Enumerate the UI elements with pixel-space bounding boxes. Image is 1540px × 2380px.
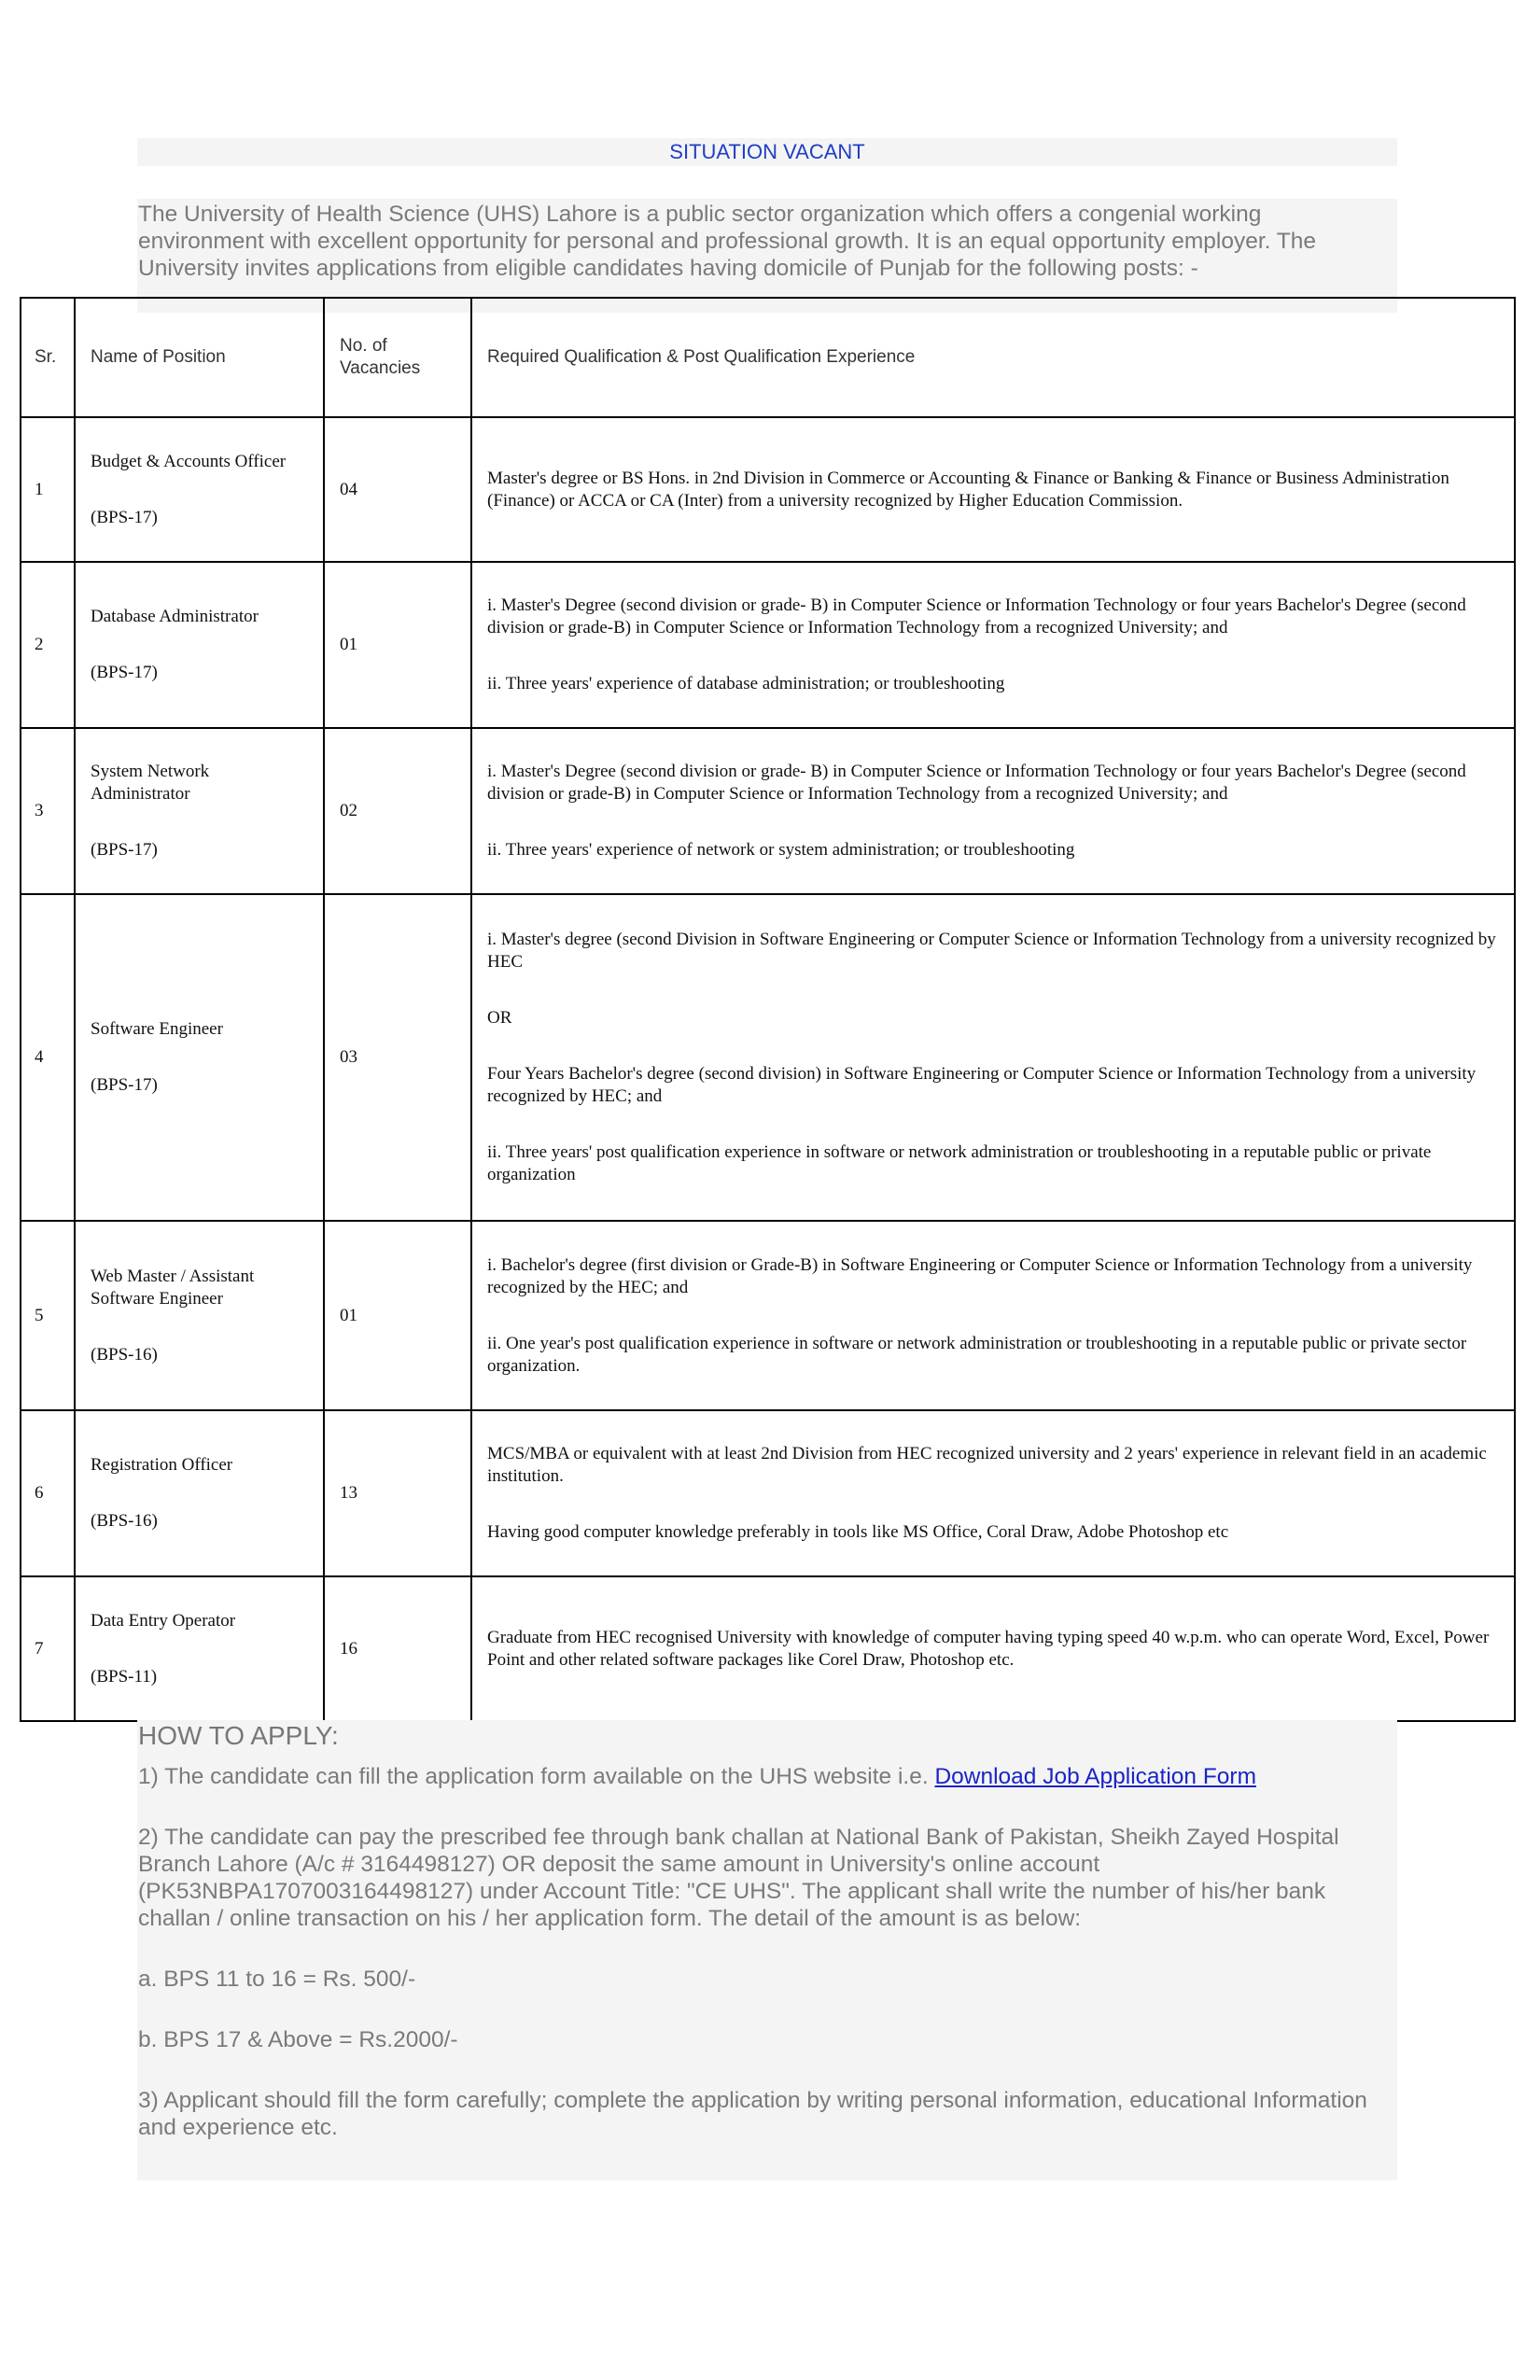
table-row xyxy=(21,728,1515,894)
position-grade: (BPS-16) xyxy=(91,1511,158,1531)
table-header-row xyxy=(21,298,1515,417)
cell-vacancies: 01 xyxy=(324,1221,471,1410)
cell-position xyxy=(75,562,324,728)
cell-vacancies: 03 xyxy=(324,894,471,1221)
header-position: Name of Position xyxy=(75,298,324,417)
apply-heading: HOW TO APPLY: xyxy=(138,1721,339,1750)
apply-step-3: 3) Applicant should fill the form carefully; complete the application by writing personal information, educational Information and experience etc. xyxy=(138,2088,1367,2140)
cell-sr: 4 xyxy=(21,894,75,1221)
header-qualification: Required Qualification & Post Qualification Experience xyxy=(471,298,1515,417)
header-sr: Sr. xyxy=(21,298,75,417)
download-form-link[interactable]: Download Job Application Form xyxy=(934,1764,1256,1789)
qualification-paragraph: MCS/MBA or equivalent with at least 2nd Division from HEC recognized university and 2 years' experience in relevant field in an academic institution. xyxy=(487,1444,1487,1486)
apply-step-1-text: 1) The candidate can fill the application form available on the UHS website i.e. xyxy=(138,1764,935,1789)
position-grade: (BPS-11) xyxy=(91,1666,158,1687)
cell-qualification xyxy=(471,728,1515,894)
qualification-paragraph: i. Master's degree (second Division in Software Engineering or Computer Science or Information Technology from a university recognized by HEC xyxy=(487,930,1496,972)
cell-vacancies: 01 xyxy=(324,562,471,728)
cell-position xyxy=(75,1576,324,1721)
qualification-paragraph: i. Master's Degree (second division or grade- B) in Computer Science or Information Technology or four years Bachelor's Degree (second division or grade-B) in Computer Science or Information Technology from a recognized University; and xyxy=(487,762,1466,804)
table-row xyxy=(21,1410,1515,1576)
qualification-paragraph: i. Bachelor's degree (first division or Grade-B) in Software Engineering or Computer Science or Information Technology from a university recognized by the HEC; and xyxy=(487,1254,1473,1297)
position-name: Budget & Accounts Officer xyxy=(91,451,287,471)
position-name: Data Entry Operator xyxy=(91,1610,236,1631)
cell-sr: 7 xyxy=(21,1576,75,1721)
cell-sr: 3 xyxy=(21,728,75,894)
position-name: Web Master / Assistant Software Engineer xyxy=(91,1266,255,1309)
cell-sr: 1 xyxy=(21,417,75,562)
table-row xyxy=(21,1221,1515,1410)
cell-qualification xyxy=(471,417,1515,562)
cell-position xyxy=(75,728,324,894)
apply-step-2: 2) The candidate can pay the prescribed fee through bank challan at National Bank of Pakistan, Sheikh Zayed Hospital Branch Lahore (A/c # 3164498127) OR deposit the same amount in University's online account (PK53NBPA1707003164498127) under Account Title: "CE UHS". The applicant shall write the number of his/her bank challan / online transaction on his / her application form. The detail of the amount is as below: xyxy=(138,1825,1339,1931)
page-title: SITUATION VACANT xyxy=(669,140,865,163)
cell-sr: 6 xyxy=(21,1410,75,1576)
cell-sr: 5 xyxy=(21,1221,75,1410)
cell-sr: 2 xyxy=(21,562,75,728)
qualification-paragraph: Master's degree or BS Hons. in 2nd Division in Commerce or Accounting & Finance or Banking & Finance or Business Administration (Finance) or ACCA or CA (Inter) from a university recognized by Higher Education Commission. xyxy=(487,468,1449,511)
qualification-paragraph: i. Master's Degree (second division or grade- B) in Computer Science or Information Technology or four years Bachelor's Degree (second division or grade-B) in Computer Science or Information Technology from a recognized University; and xyxy=(487,595,1466,637)
cell-qualification xyxy=(471,894,1515,1221)
cell-position xyxy=(75,417,324,562)
header-vacancies: No. of Vacancies xyxy=(324,298,471,417)
fee-bps-11-16: a. BPS 11 to 16 = Rs. 500/- xyxy=(138,1967,416,1992)
cell-qualification xyxy=(471,562,1515,728)
position-grade: (BPS-17) xyxy=(91,663,158,682)
qualification-paragraph: Four Years Bachelor's degree (second division) in Software Engineering or Computer Science or Information Technology from a university recognized by HEC; and xyxy=(487,1064,1477,1106)
intro-paragraph: The University of Health Science (UHS) Lahore is a public sector organization which offers a congenial working environment with excellent opportunity for personal and professional growth. It is an equal opportunity employer. The University invites applications from eligible candidates having domicile of Punjab for the following posts: - xyxy=(138,202,1317,281)
qualification-paragraph: Graduate from HEC recognised University with knowledge of computer having typing speed 40 w.p.m. who can operate Word, Excel, Power Point and other related software packages like Corel Draw, Photoshop etc. xyxy=(487,1627,1490,1670)
qualification-paragraph: ii. Three years' experience of network or system administration; or troubleshooting xyxy=(487,840,1075,860)
qualification-paragraph: OR xyxy=(487,1008,512,1028)
fee-bps-17-above: b. BPS 17 & Above = Rs.2000/- xyxy=(138,2027,458,2052)
cell-qualification xyxy=(471,1410,1515,1576)
cell-qualification xyxy=(471,1576,1515,1721)
table-row xyxy=(21,1576,1515,1721)
position-grade: (BPS-17) xyxy=(91,1075,158,1095)
position-grade: (BPS-17) xyxy=(91,507,158,527)
position-name: Database Administrator xyxy=(91,607,259,626)
cell-position xyxy=(75,1410,324,1576)
table-row xyxy=(21,894,1515,1221)
qualification-paragraph: ii. Three years' post qualification experience in software or network administration or troubleshooting in a reputable public or private organization xyxy=(487,1142,1432,1184)
cell-vacancies: 13 xyxy=(324,1410,471,1576)
qualification-paragraph: ii. Three years' experience of database administration; or troubleshooting xyxy=(487,674,1005,693)
table-row xyxy=(21,562,1515,728)
cell-position xyxy=(75,1221,324,1410)
position-grade: (BPS-17) xyxy=(91,840,158,860)
cell-vacancies: 04 xyxy=(324,417,471,562)
position-name: Software Engineer xyxy=(91,1019,223,1039)
table-row xyxy=(21,417,1515,562)
cell-position xyxy=(75,894,324,1221)
positions-table xyxy=(20,297,1516,1722)
qualification-paragraph: Having good computer knowledge preferably in tools like MS Office, Coral Draw, Adobe Photoshop etc xyxy=(487,1522,1229,1542)
qualification-paragraph: ii. One year's post qualification experience in software or network administration or troubleshooting in a reputable public or private sector organization. xyxy=(487,1333,1467,1376)
position-name: System Network Administrator xyxy=(91,762,210,804)
cell-vacancies: 16 xyxy=(324,1576,471,1721)
how-to-apply-section xyxy=(138,1720,1393,2175)
position-name: Registration Officer xyxy=(91,1455,233,1475)
apply-step-1 xyxy=(138,1763,1393,1790)
cell-vacancies: 02 xyxy=(324,728,471,894)
positions-table-body xyxy=(21,417,1515,1721)
position-grade: (BPS-16) xyxy=(91,1344,158,1365)
cell-qualification xyxy=(471,1221,1515,1410)
